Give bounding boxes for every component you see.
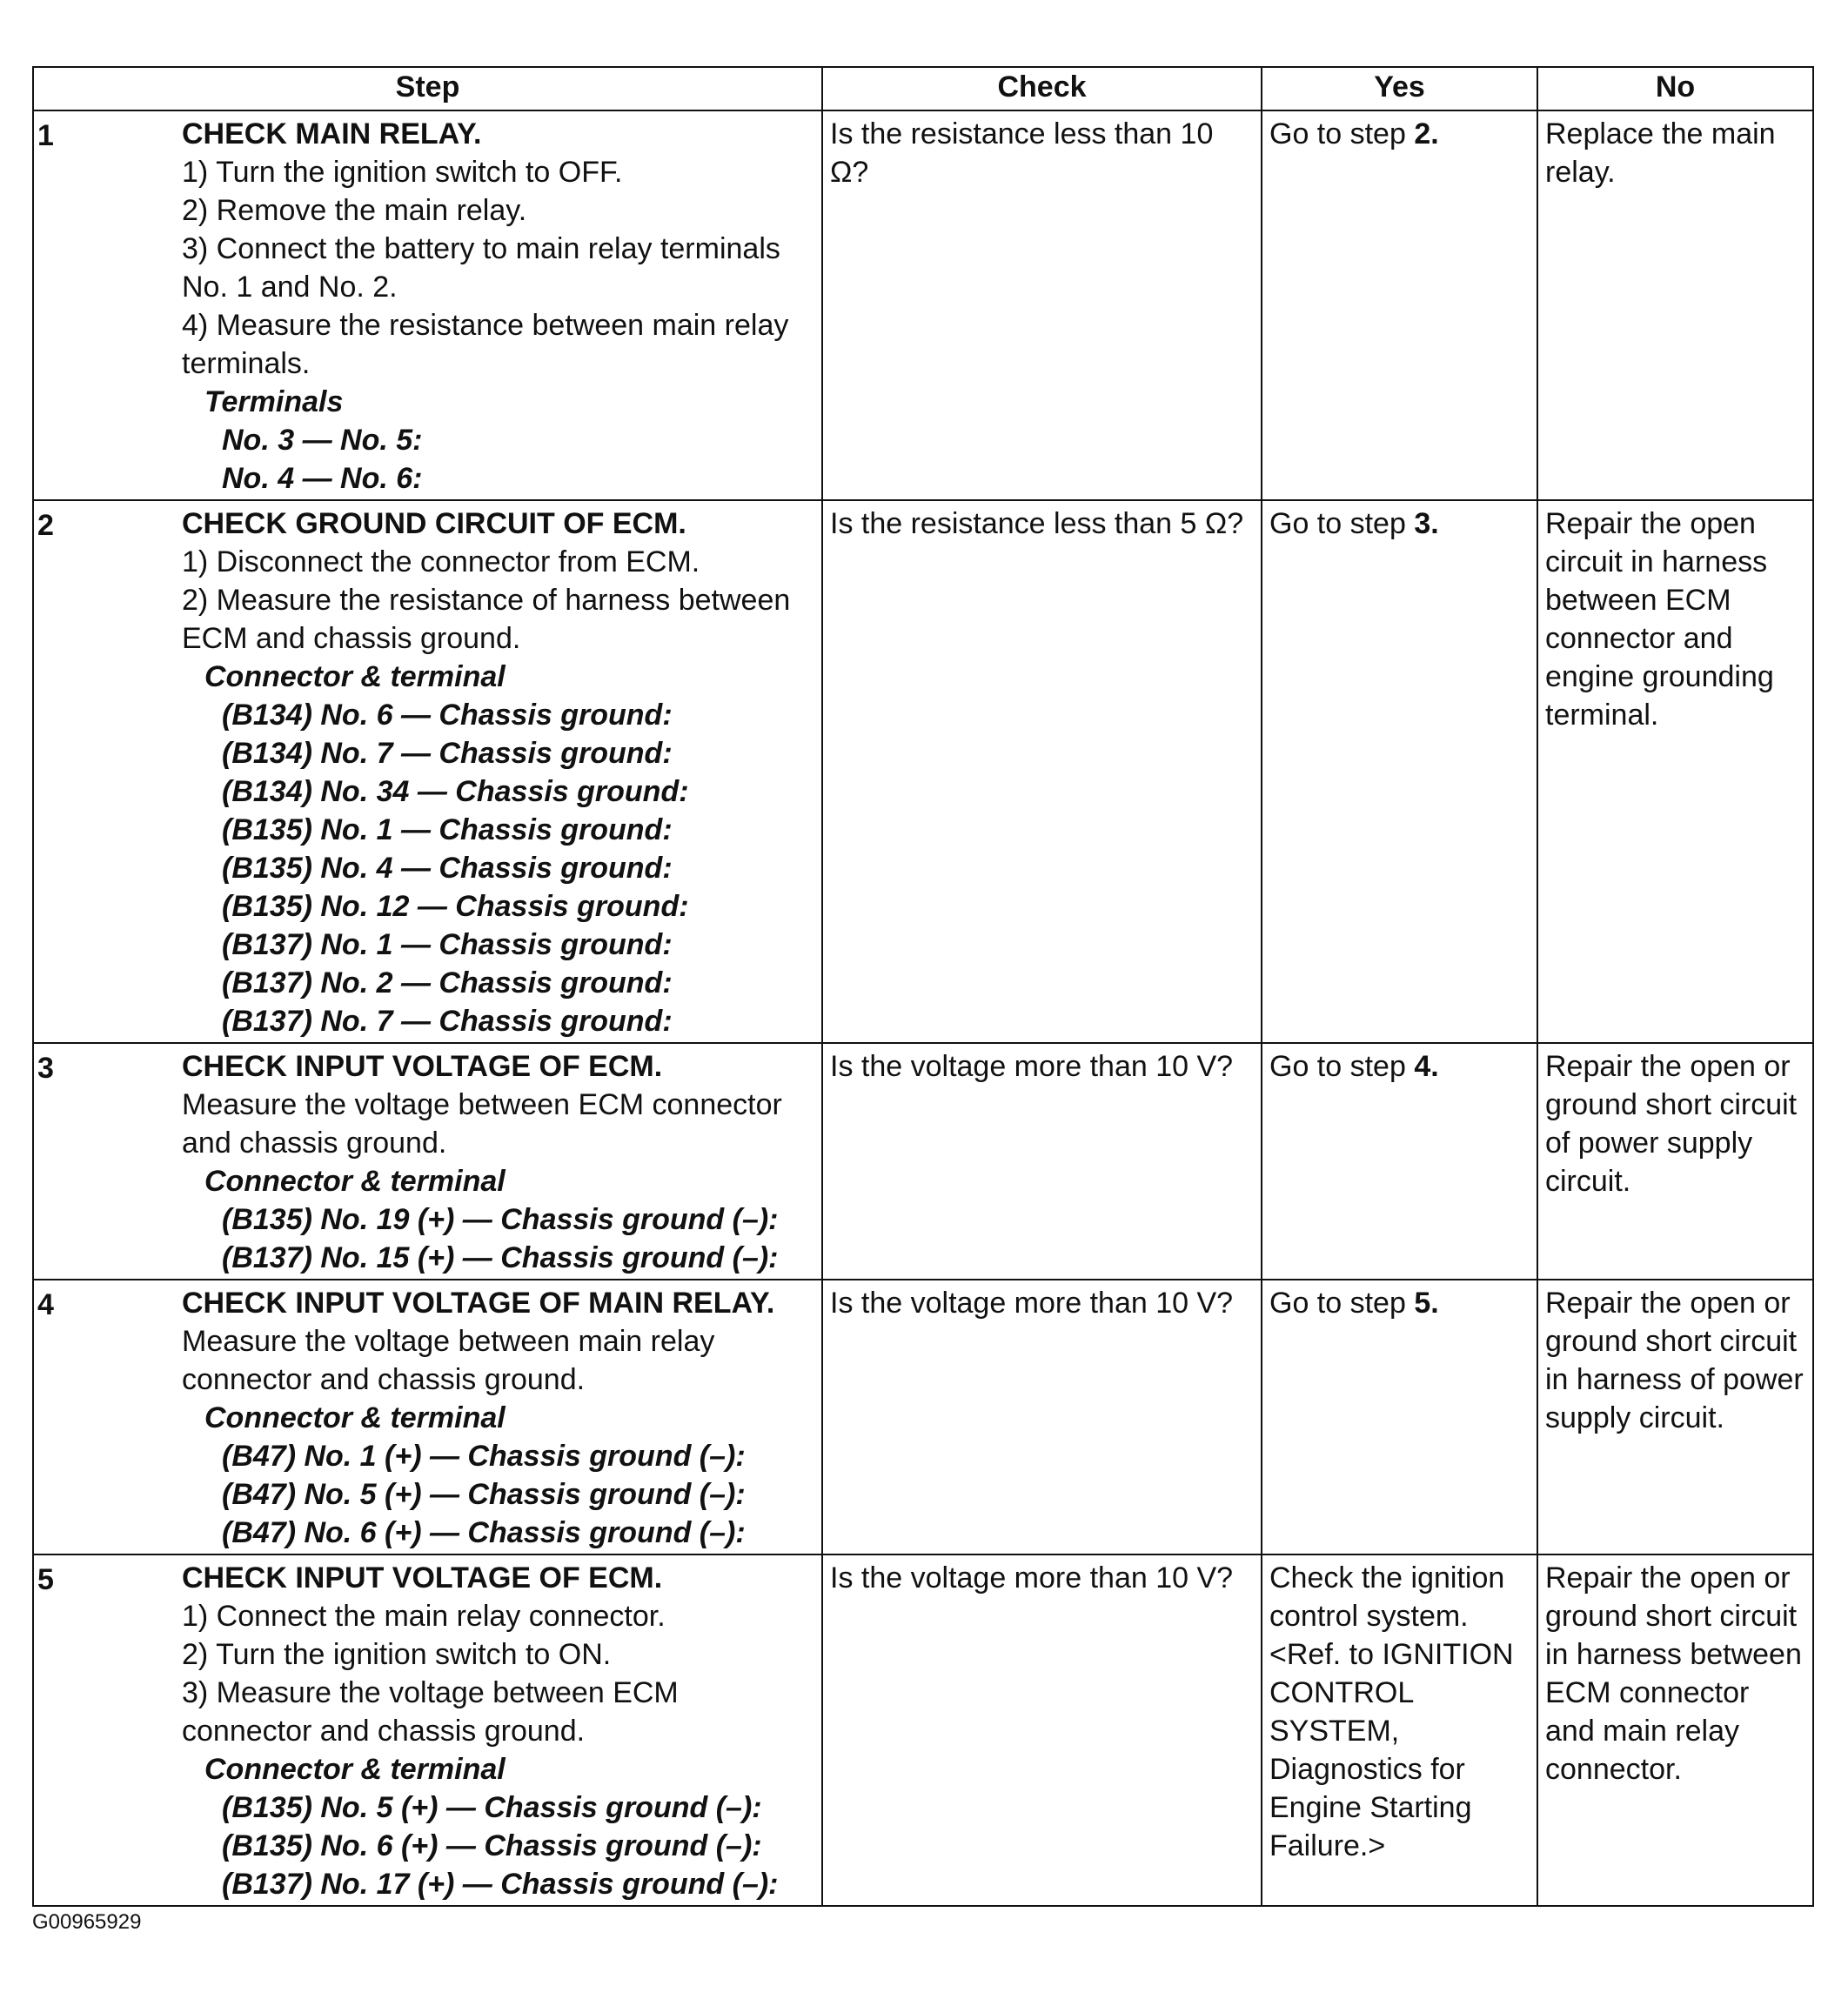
table-row <box>33 1043 1813 1280</box>
spec-item: No. 3 — No. 5: <box>222 424 423 457</box>
table-body <box>33 110 1813 1906</box>
spec-item: (B137) No. 2 — Chassis ground: <box>222 966 673 1000</box>
step-number: 3 <box>37 1052 54 1085</box>
step-number: 5 <box>37 1563 54 1596</box>
spec-heading: Terminals <box>204 385 344 418</box>
spec-item: (B135) No. 4 — Chassis ground: <box>222 852 673 885</box>
no-cell: Repair the open circuit in harness between ECM connector and engine grounding terminal. <box>1537 500 1813 1043</box>
step-body <box>182 1284 814 1552</box>
no-cell: Repair the open or ground short circuit of power supply circuit. <box>1537 1043 1813 1280</box>
spec-item: (B134) No. 7 — Chassis ground: <box>222 737 673 770</box>
spec-item: (B135) No. 6 (+) — Chassis ground (–): <box>222 1829 762 1862</box>
spec-item: (B47) No. 5 (+) — Chassis ground (–): <box>222 1478 746 1511</box>
header-no: No <box>1537 67 1813 110</box>
step-cell <box>33 1554 822 1906</box>
spec-heading: Connector & terminal <box>204 1401 506 1434</box>
table-row <box>33 1280 1813 1554</box>
step-body <box>182 1559 814 1903</box>
step-title: CHECK GROUND CIRCUIT OF ECM. <box>182 507 686 540</box>
spec-item: (B137) No. 7 — Chassis ground: <box>222 1005 673 1038</box>
yes-cell <box>1262 1554 1537 1906</box>
spec-heading: Connector & terminal <box>204 1165 506 1198</box>
spec-item: (B137) No. 1 — Chassis ground: <box>222 928 673 961</box>
spec-item: No. 4 — No. 6: <box>222 462 423 495</box>
step-instruction: 1) Connect the main relay connector. <box>182 1600 666 1633</box>
yes-step-number: 3. <box>1414 507 1439 540</box>
table-row <box>33 1554 1813 1906</box>
no-cell: Repair the open or ground short circuit in harness of power supply circuit. <box>1537 1280 1813 1554</box>
step-cell <box>33 110 822 500</box>
yes-text: Check the ignition control system. <Ref. to IGNITION CONTROL SYSTEM, Diagnostics for Engine Starting Failure.> <box>1269 1561 1514 1862</box>
step-cell <box>33 500 822 1043</box>
step-body <box>182 1047 814 1277</box>
header-yes: Yes <box>1262 67 1537 110</box>
spec-item: (B47) No. 6 (+) — Chassis ground (–): <box>222 1516 746 1549</box>
yes-cell <box>1262 500 1537 1043</box>
step-number: 4 <box>37 1288 54 1321</box>
table-row <box>33 500 1813 1043</box>
spec-item: (B47) No. 1 (+) — Chassis ground (–): <box>222 1440 746 1473</box>
step-instruction: 1) Disconnect the connector from ECM. <box>182 545 700 578</box>
yes-text: Go to step <box>1269 117 1415 150</box>
step-instruction: 2) Remove the main relay. <box>182 194 527 227</box>
check-cell: Is the voltage more than 10 V? <box>822 1280 1262 1554</box>
spec-item: (B135) No. 19 (+) — Chassis ground (–): <box>222 1203 779 1236</box>
check-cell: Is the resistance less than 10 Ω? <box>822 110 1262 500</box>
yes-step-number: 5. <box>1414 1287 1439 1320</box>
header-check: Check <box>822 67 1262 110</box>
check-cell: Is the resistance less than 5 Ω? <box>822 500 1262 1043</box>
diagnostic-table <box>32 66 1814 1907</box>
check-cell: Is the voltage more than 10 V? <box>822 1043 1262 1280</box>
yes-text: Go to step <box>1269 507 1415 540</box>
step-body <box>182 505 814 1040</box>
spec-item: (B137) No. 15 (+) — Chassis ground (–): <box>222 1241 779 1274</box>
spec-item: (B135) No. 5 (+) — Chassis ground (–): <box>222 1791 762 1824</box>
step-number: 1 <box>37 119 54 152</box>
yes-cell <box>1262 110 1537 500</box>
step-cell <box>33 1043 822 1280</box>
yes-step-number: 4. <box>1414 1050 1439 1083</box>
spec-item: (B135) No. 12 — Chassis ground: <box>222 890 689 923</box>
yes-text: Go to step <box>1269 1287 1415 1320</box>
step-instruction: 3) Connect the battery to main relay terminals No. 1 and No. 2. <box>182 232 780 304</box>
spec-item: (B135) No. 1 — Chassis ground: <box>222 813 673 846</box>
table-row <box>33 110 1813 500</box>
step-instruction: 3) Measure the voltage between ECM connector and chassis ground. <box>182 1676 679 1748</box>
step-cell <box>33 1280 822 1554</box>
step-instruction: 4) Measure the resistance between main relay terminals. <box>182 309 789 380</box>
step-instruction: Measure the voltage between main relay connector and chassis ground. <box>182 1325 715 1396</box>
spec-item: (B134) No. 6 — Chassis ground: <box>222 699 673 732</box>
step-instruction: 2) Measure the resistance of harness between ECM and chassis ground. <box>182 584 791 655</box>
yes-cell <box>1262 1280 1537 1554</box>
yes-cell <box>1262 1043 1537 1280</box>
header-step: Step <box>33 67 822 110</box>
step-title: CHECK INPUT VOLTAGE OF ECM. <box>182 1050 663 1083</box>
no-cell: Replace the main relay. <box>1537 110 1813 500</box>
step-instruction: Measure the voltage between ECM connector and chassis ground. <box>182 1088 782 1160</box>
step-title: CHECK MAIN RELAY. <box>182 117 482 150</box>
step-body <box>182 115 814 498</box>
step-title: CHECK INPUT VOLTAGE OF MAIN RELAY. <box>182 1287 775 1320</box>
table-header-row <box>33 67 1813 110</box>
spec-item: (B137) No. 17 (+) — Chassis ground (–): <box>222 1868 779 1901</box>
check-cell: Is the voltage more than 10 V? <box>822 1554 1262 1906</box>
step-instruction: 2) Turn the ignition switch to ON. <box>182 1638 612 1671</box>
figure-code: G00965929 <box>32 1910 142 1934</box>
yes-step-number: 2. <box>1414 117 1439 150</box>
yes-text: Go to step <box>1269 1050 1415 1083</box>
step-number: 2 <box>37 509 54 542</box>
step-title: CHECK INPUT VOLTAGE OF ECM. <box>182 1561 663 1595</box>
spec-heading: Connector & terminal <box>204 1753 506 1786</box>
step-instruction: 1) Turn the ignition switch to OFF. <box>182 156 623 189</box>
spec-item: (B134) No. 34 — Chassis ground: <box>222 775 689 808</box>
no-cell: Repair the open or ground short circuit in harness between ECM connector and main relay connector. <box>1537 1554 1813 1906</box>
spec-heading: Connector & terminal <box>204 660 506 693</box>
